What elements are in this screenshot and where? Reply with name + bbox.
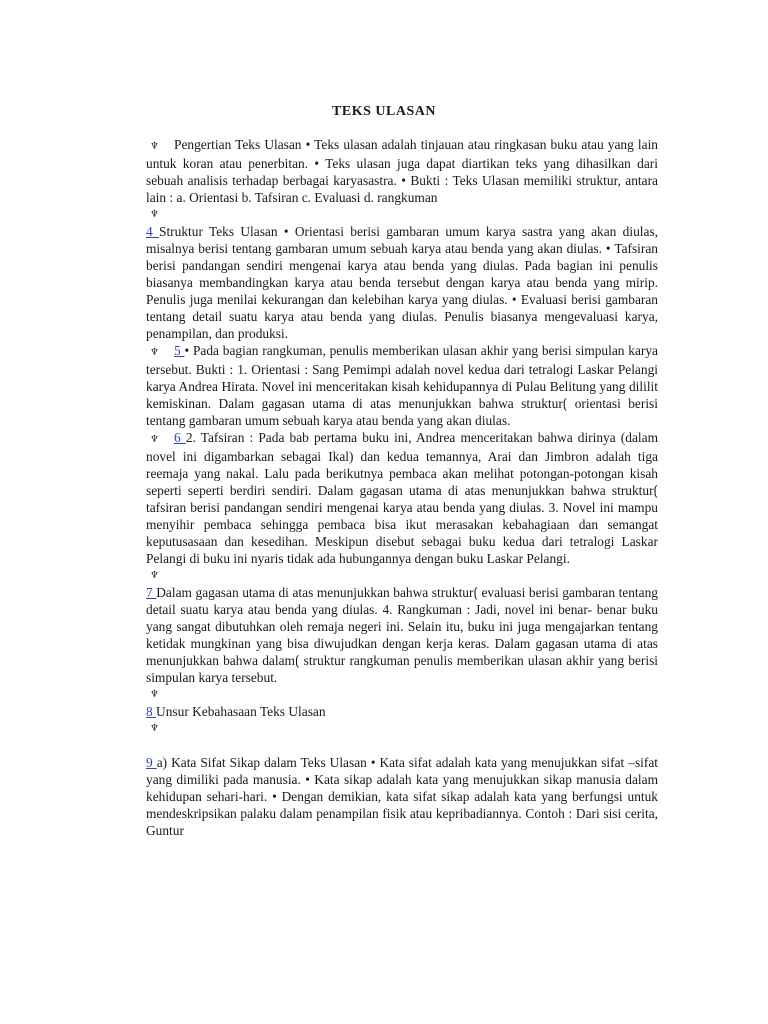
paragraph-tafsiran [146,429,658,567]
bullet-marker-icon: ♆ [150,570,159,581]
paragraph-evaluasi [146,584,658,686]
paragraph-text: Dalam gagasan utama di atas menunjukkan bahwa struktur⟮ evaluasi berisi gambaran tentang detail suatu karya atau benda yang diulas. 4. Rangkuman : Jadi, novel ini benar- benar buku yang sangat dibutuhkan oleh remaja negeri ini. Selain itu, buku ini juga mengajarkan tentang ketidak mungkinan yang bisa diwujudkan dengan kerja keras. Dalam gagasan utama di atas menunjukkan bahwa dalam⟮ struktur rangkuman penulis memberikan ulasan akhir yang berisi simpulan karya tersebut. [146,585,658,685]
paragraph-struktur [146,223,658,342]
paragraph-text: Struktur Teks Ulasan • Orientasi berisi gambaran umum karya sastra yang akan diulas, misalnya berisi tentang gambaran umum sebuah karya atau benda yang akan diulas. • Tafsiran berisi pandangan sendiri mengenai karya atau benda yang diulas. Pada bagian ini penulis biasanya membandingkan karya atau benda tersebut dengan karya atau benda yang mirip. Penulis juga menilai kekurangan dan kelebihan karya yang diulas. • Evaluasi berisi gambaran tentang detail suatu karya atau benda yang diulas. Penulis biasanya mengevaluasi karya, penampilan, dan produksi. [146,224,659,341]
page-title: TEKS ULASAN [332,104,436,119]
paragraph-text: 2. Tafsiran : Pada bab pertama buku ini, Andrea menceritakan bahwa dirinya (dalam novel ini digambarkan sebagai Ikal) dan kedua temannya, Arai dan Jimbron adalah tiga reemaja yang nakal. Lalu pada berikutnya pembaca akan melihat potongan-potongan kisah seperti seperti berdiri sendiri. Dalam gagasan utama di atas menunjukkan bahwa struktur⟮ tafsiran berisi pandangan sendiri mengenai karya atau benda yang diulas. 3. Novel ini mampu menyihir pembaca sehingga pembaca bisa ikut merasakan kebahagiaan dan semangat keputusasaan dan kesedihan. Meskipun disebut sebagai buku kedua dari tetralogi Laskar Pelangi di buku ini nyaris tidak ada hubungannya dengan buku Laskar Pelangi. [146,430,658,566]
spacer [146,737,658,754]
footnote-link-7[interactable]: 7 [146,585,157,600]
paragraph-kata-sifat [146,754,658,839]
bullet-marker-icon: ♆ [150,141,159,152]
bullet-marker-icon: ♆ [150,434,159,445]
bullet-marker-icon: ♆ [150,723,159,734]
paragraph-text: Pengertian Teks Ulasan • Teks ulasan adalah tinjauan atau ringkasan buku atau yang lain untuk koran atau penerbitan. • Teks ulasan juga dapat diartikan teks yang dihasilkan dari sebuah analisis terhadap berbagai karyasastra. • Bukti : Teks Ulasan memiliki struktur, antara lain : a. Orientasi b. Tafsiran c. Evaluasi d. rangkuman [146,137,658,205]
footnote-link-6[interactable]: 6 [174,430,186,445]
paragraph-rangkuman [146,342,658,429]
paragraph-text: • Pada bagian rangkuman, penulis memberikan ulasan akhir yang berisi simpulan karya tersebut. Bukti : 1. Orientasi : Sang Pemimpi adalah novel kedua dari tetralogi Laskar Pelangi karya Andrea Hirata. Novel ini menceritakan kisah kehidupannya di Pulau Belitung yang dililit kemiskinan. Dalam gagasan utama di atas menunjukkan bahwa struktur⟮ orientasi berisi tentang gambaran umum sebuah karya atau benda yang akan diulas. [146,343,659,428]
bullet-marker-icon: ♆ [150,209,159,220]
document-body [146,136,658,839]
paragraph-text: a) Kata Sifat Sikap dalam Teks Ulasan • Kata sifat adalah kata yang menujukkan sifat –sifat yang dimiliki pada manusia. • Kata sikap adalah kata yang menujukkan sikap manusia dalam kehidupan sehari-hari. • Dengan demikian, kata sifat sikap adalah kata yang berfungsi untuk mendeskripsikan palaku dalam penampilan fisik atau kepribadiannya. Contoh : Dari sisi cerita, Guntur [146,755,658,838]
footnote-link-9[interactable]: 9 [146,755,157,770]
footnote-link-5[interactable]: 5 [174,343,185,358]
bullet-marker-icon: ♆ [150,347,159,358]
footnote-link-4[interactable]: 4 [146,224,160,239]
paragraph-pengertian [146,136,658,206]
paragraph-text: Unsur Kebahasaan Teks Ulasan [156,704,326,719]
footnote-link-8[interactable]: 8 [146,704,157,719]
paragraph-unsur [146,703,658,720]
bullet-marker-icon: ♆ [150,689,159,700]
